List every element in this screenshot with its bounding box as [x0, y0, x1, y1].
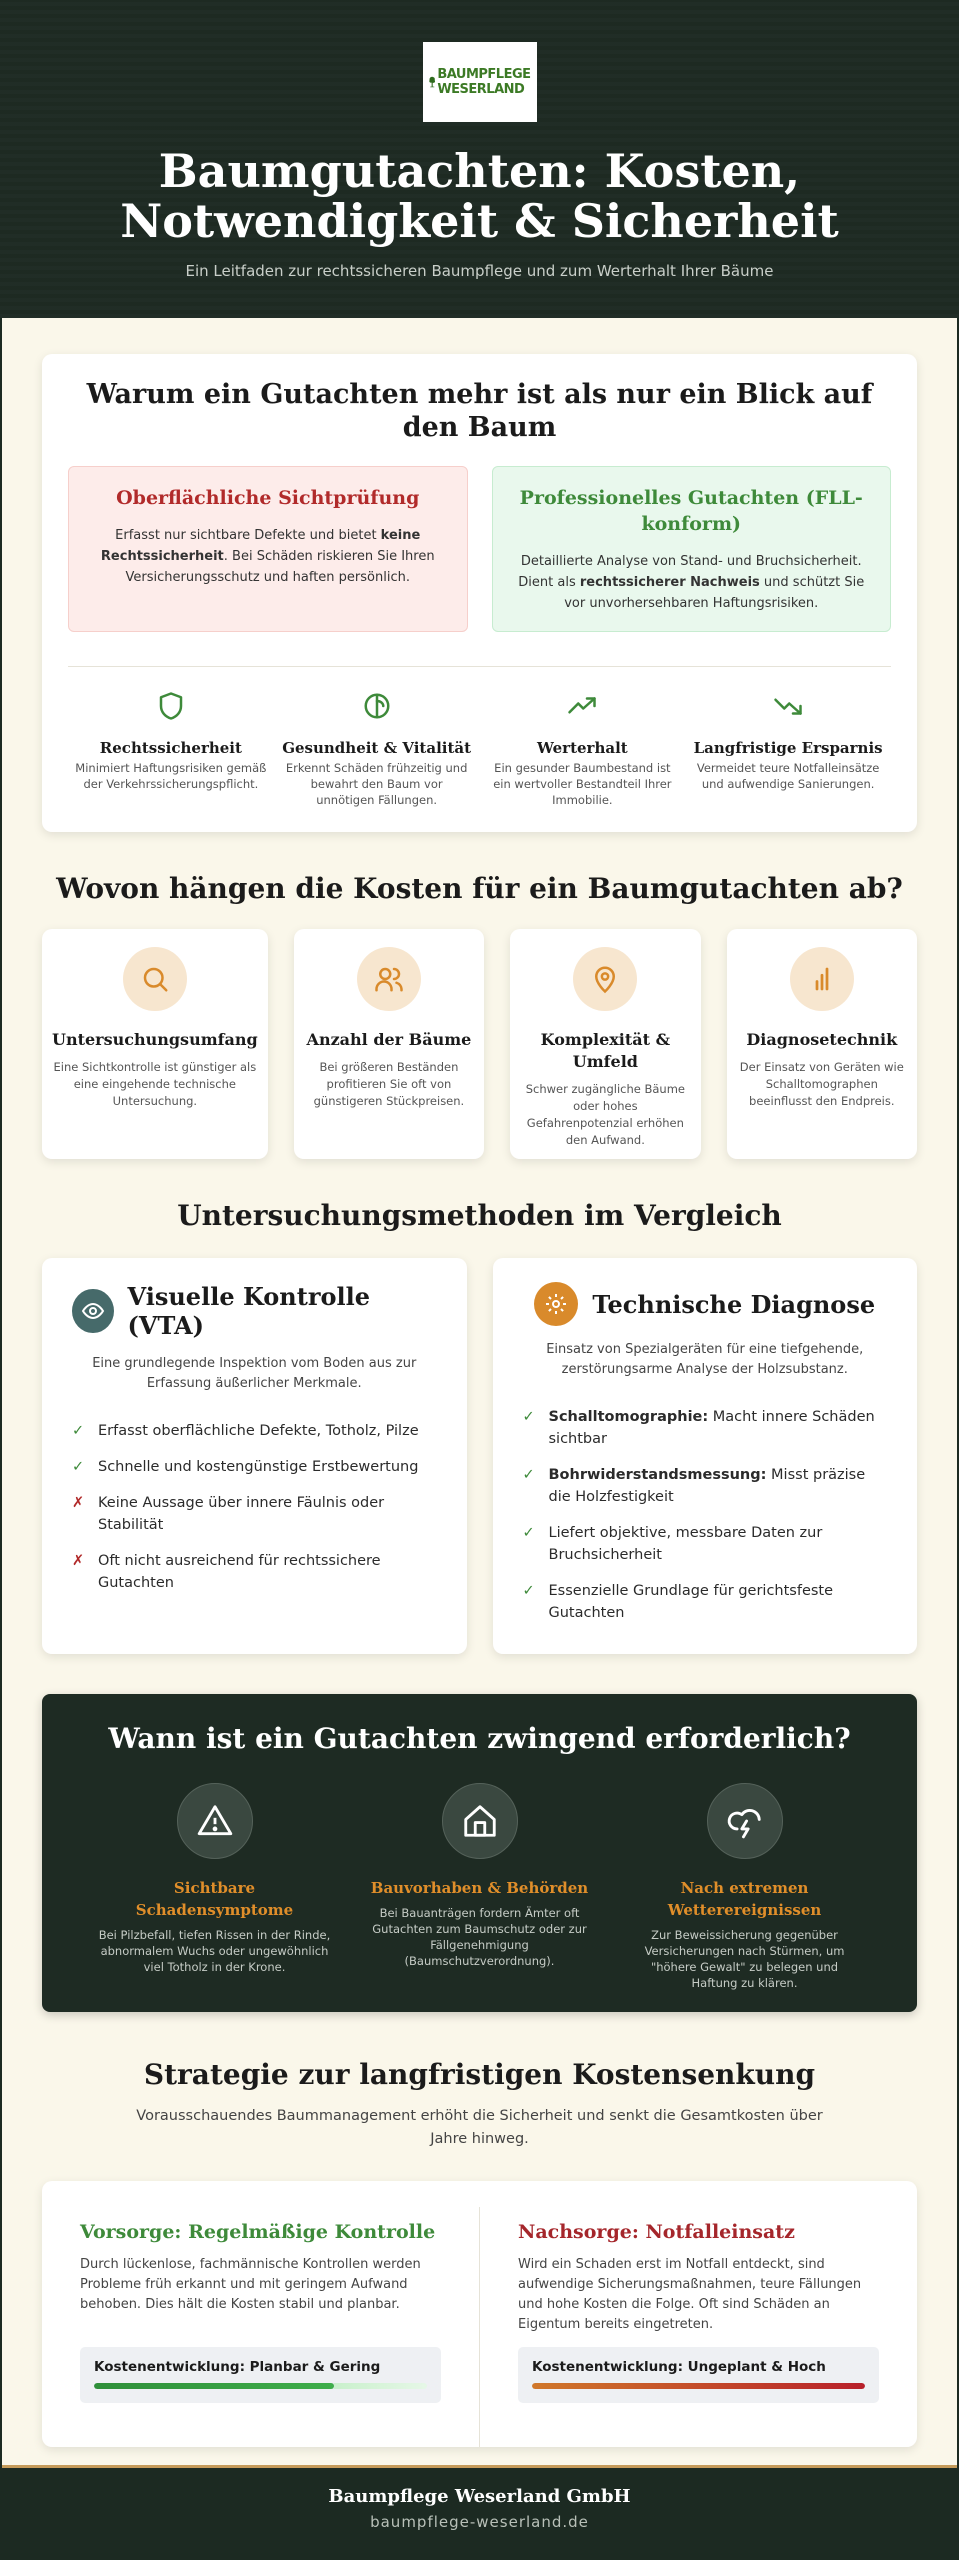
visual-method-desc: Eine grundlegende Inspektion vom Boden aus zur Erfassung äußerlicher Merkmale.	[92, 1356, 417, 1391]
list-item	[72, 1456, 437, 1478]
main-content	[2, 318, 957, 2468]
icon-circle	[534, 1282, 578, 1326]
eye-icon	[81, 1299, 105, 1323]
prevention-text: Durch lückenlose, fachmännische Kontrollen werden Probleme früh erkannt und mit geringem Aufwand behoben. Dies hält die Kosten stabil und planbar.	[80, 2257, 421, 2312]
cross-icon: ✗	[72, 1553, 85, 1569]
page-title-line2: Notwendigkeit & Sicherheit	[120, 194, 839, 248]
shield-icon	[156, 691, 186, 721]
when-required-item	[82, 1783, 347, 1991]
page-subtitle: Ein Leitfaden zur rechtssicheren Baumpflege und zum Werterhalt Ihrer Bäume	[185, 262, 774, 280]
icon-circle	[573, 947, 637, 1011]
page-header	[0, 0, 959, 318]
cost-bar-track	[94, 2383, 427, 2389]
check-icon: ✓	[522, 1583, 535, 1599]
list-item-text: Oft nicht ausreichend für rechtssichere Gutachten	[98, 1553, 381, 1591]
superficial-check-box	[68, 466, 468, 632]
company-logo	[423, 42, 537, 122]
cross-icon: ✗	[72, 1495, 85, 1511]
logo-text-line2: WESERLAND	[437, 82, 525, 97]
methods-title: Untersuchungsmethoden im Vergleich	[177, 1199, 782, 1232]
strategy-title: Strategie zur langfristigen Kostensenkung	[143, 2058, 816, 2091]
cost-bar-fill	[94, 2383, 334, 2389]
cost-factor-card	[294, 929, 484, 1159]
emergency-text: Wird ein Schaden erst im Notfall entdeckt, sind aufwendige Sicherungsmaßnahmen, teure Fällungen und hohe Kosten die Folge. Oft sind Schäden an Eigentum bereits eingetreten.	[518, 2257, 862, 2332]
superficial-text-a: Erfasst nur sichtbare Defekte und bietet	[115, 528, 381, 543]
why-title: Warum ein Gutachten mehr ist als nur ein Blick auf den Baum	[86, 379, 873, 443]
list-item	[523, 1580, 888, 1624]
professional-text-bold: rechtssicherer Nachweis	[579, 575, 760, 590]
cost-bar-fill	[532, 2383, 865, 2389]
list-item-text: Erfasst oberflächliche Defekte, Totholz, Pilze	[98, 1423, 419, 1439]
when-required-item-title: Nach extremen Wetterereignissen	[667, 1879, 822, 1919]
professional-text-a: Detaillierte Analyse von Stand- und Bruchsicherheit. Dient als	[518, 554, 862, 590]
cost-factor-title: Diagnosetechnik	[746, 1030, 898, 1049]
page-title-line1: Baumgutachten: Kosten,	[158, 144, 801, 198]
divider	[68, 666, 891, 667]
visual-method-card	[42, 1258, 467, 1654]
list-item	[72, 1420, 437, 1442]
icon-ring	[177, 1783, 253, 1859]
when-required-item-text: Bei Bauanträgen fordern Ämter oft Gutachten zum Baumschutz oder zur Fällgenehmigung (Baumschutzverordnung).	[372, 1906, 587, 1968]
superficial-check-title: Oberflächliche Sichtprüfung	[116, 487, 420, 509]
professional-report-title: Professionelles Gutachten (FLL-konform)	[519, 487, 863, 535]
cost-factor-card	[510, 929, 700, 1159]
technical-method-list	[523, 1406, 888, 1624]
benefit-text: Erkennt Schäden frühzeitig und bewahrt den Baum vor unnötigen Fällungen.	[285, 761, 468, 807]
visual-method-title: Visuelle Kontrolle (VTA)	[127, 1282, 370, 1340]
check-icon: ✓	[522, 1467, 535, 1483]
list-item	[72, 1550, 437, 1594]
when-required-item-title: Sichtbare Schadensymptome	[135, 1879, 294, 1919]
when-required-item	[612, 1783, 877, 1991]
prevention-cost-label: Kostenentwicklung: Planbar & Gering	[94, 2359, 381, 2375]
list-item-text: Essenzielle Grundlage für gerichtsfeste Gutachten	[548, 1583, 834, 1621]
when-required-item-text: Zur Beweissicherung gegenüber Versicherungen nach Stürmen, um "höhere Gewalt" zu belegen und Haftung zu klären.	[644, 1928, 845, 1990]
technical-method-title: Technische Diagnose	[592, 1289, 876, 1319]
prevention-column	[42, 2207, 479, 2447]
list-item	[523, 1406, 888, 1450]
superficial-check-text	[91, 525, 445, 588]
cost-factor-title: Anzahl der Bäume	[306, 1030, 472, 1049]
footer-company-name: Baumpflege Weserland GmbH	[328, 2486, 631, 2507]
list-item-text: Schnelle und kostengünstige Erstbewertung	[98, 1459, 419, 1475]
warning-icon	[196, 1802, 234, 1840]
icon-circle	[357, 947, 421, 1011]
cost-factor-title: Komplexität & Umfeld	[540, 1030, 671, 1071]
visual-method-list	[72, 1420, 437, 1594]
benefit-item	[480, 691, 686, 808]
trending-down-icon	[773, 691, 803, 721]
cost-factor-text: Eine Sichtkontrolle ist günstiger als eine eingehende technische Untersuchung.	[53, 1060, 257, 1108]
page-footer	[0, 2468, 959, 2555]
list-item	[72, 1492, 437, 1536]
emergency-cost-indicator	[518, 2347, 879, 2403]
cost-factor-text: Der Einsatz von Geräten wie Schalltomographen beeinflusst den Endpreis.	[739, 1060, 904, 1108]
map-pin-icon	[590, 964, 620, 994]
benefit-item	[685, 691, 891, 808]
cost-factors-title: Wovon hängen die Kosten für ein Baumgutachten ab?	[56, 872, 903, 905]
cost-factor-card	[727, 929, 917, 1159]
benefits-row	[68, 691, 891, 808]
why-section	[42, 354, 917, 832]
benefit-title: Langfristige Ersparnis	[693, 739, 883, 757]
list-item	[523, 1522, 888, 1566]
list-item-rest: Macht innere Schäden sichtbar	[548, 1409, 875, 1447]
cost-factor-text: Schwer zugängliche Bäume oder hohes Gefahrenpotenzial erhöhen den Aufwand.	[525, 1082, 685, 1147]
benefit-item	[274, 691, 480, 808]
check-icon: ✓	[522, 1409, 535, 1425]
professional-report-box	[492, 466, 892, 632]
professional-text-c: und schützt Sie vor unvorhersehbaren Haftungsrisiken.	[564, 575, 865, 611]
storm-icon	[726, 1802, 764, 1840]
benefit-text: Ein gesunder Baumbestand ist ein wertvoller Bestandteil Ihrer Immobilie.	[493, 761, 672, 807]
benefit-text: Minimiert Haftungsrisiken gemäß der Verkehrssicherungspflicht.	[75, 761, 267, 791]
cost-factor-title: Untersuchungsumfang	[52, 1030, 258, 1049]
cost-factor-card	[42, 929, 268, 1159]
gear-icon	[544, 1292, 568, 1316]
list-item-text: Keine Aussage über innere Fäulnis oder Stabilität	[98, 1495, 385, 1533]
icon-circle	[790, 947, 854, 1011]
technical-method-header	[523, 1282, 888, 1326]
emergency-title: Nachsorge: Notfalleinsatz	[518, 2221, 795, 2243]
technical-method-desc: Einsatz von Spezialgeräten für eine tiefgehende, zerstörungsarme Analyse der Holzsubstanz.	[546, 1342, 864, 1377]
footer-website-link[interactable]: baumpflege-weserland.de	[370, 2513, 589, 2531]
technical-method-card	[493, 1258, 918, 1654]
when-required-title: Wann ist ein Gutachten zwingend erforderlich?	[108, 1722, 851, 1755]
benefit-title: Werterhalt	[537, 739, 628, 757]
when-required-item-text: Bei Pilzbefall, tiefen Rissen in der Rinde, abnormalem Wuchs oder ungewöhnlich viel Totholz in der Krone.	[98, 1928, 331, 1974]
strategy-subtitle: Vorausschauendes Baummanagement erhöht die Sicherheit und senkt die Gesamtkosten über Jahre hinweg.	[136, 2108, 823, 2147]
check-icon: ✓	[72, 1459, 85, 1475]
cost-factors	[42, 929, 917, 1159]
cost-bar-track	[532, 2383, 865, 2389]
benefit-text: Vermeidet teure Notfalleinsätze und aufwendige Sanierungen.	[696, 761, 880, 791]
superficial-text-bold: keine Rechtssicherheit	[100, 528, 421, 564]
visual-method-header	[72, 1282, 437, 1340]
tree-logo-icon	[429, 46, 436, 118]
cost-factor-text: Bei größeren Beständen profitieren Sie oft von günstigeren Stückpreisen.	[313, 1060, 465, 1108]
icon-circle	[123, 947, 187, 1011]
when-required-item	[347, 1783, 612, 1991]
when-required-section	[42, 1694, 917, 2012]
professional-report-text	[515, 551, 869, 614]
when-required-item-title: Bauvorhaben & Behörden	[370, 1879, 589, 1897]
icon-circle	[72, 1289, 114, 1333]
leaf-icon	[362, 691, 392, 721]
trending-up-icon	[567, 691, 597, 721]
search-icon	[140, 964, 170, 994]
logo-text-line1: BAUMPFLEGE	[437, 67, 531, 82]
page-title	[0, 146, 959, 246]
emergency-cost-label: Kostenentwicklung: Ungeplant & Hoch	[532, 2359, 826, 2375]
prevention-title: Vorsorge: Regelmäßige Kontrolle	[80, 2221, 436, 2243]
comparison-boxes	[68, 466, 891, 632]
when-required-items	[82, 1783, 877, 1991]
superficial-text-c: . Bei Schäden riskieren Sie Ihren Versicherungsschutz und haften persönlich.	[125, 549, 435, 585]
strategy-card	[42, 2181, 917, 2447]
list-item-text: Liefert objektive, messbare Daten zur Bruchsicherheit	[548, 1525, 823, 1563]
list-item-bold: Bohrwiderstandsmessung:	[548, 1467, 767, 1483]
benefit-title: Rechtssicherheit	[99, 739, 242, 757]
list-item-text	[549, 1406, 888, 1450]
emergency-column	[479, 2207, 917, 2447]
methods-comparison	[42, 1258, 917, 1654]
icon-ring	[442, 1783, 518, 1859]
check-icon: ✓	[72, 1423, 85, 1439]
prevention-cost-indicator	[80, 2347, 441, 2403]
benefit-item	[68, 691, 274, 808]
list-item-bold: Schalltomographie:	[548, 1409, 709, 1425]
list-item	[523, 1464, 888, 1508]
icon-ring	[707, 1783, 783, 1859]
list-item-rest: Misst präzise die Holzfestigkeit	[548, 1467, 866, 1505]
bar-chart-icon	[807, 964, 837, 994]
list-item-text	[549, 1464, 888, 1508]
users-icon	[374, 964, 404, 994]
benefit-title: Gesundheit & Vitalität	[282, 739, 472, 757]
check-icon: ✓	[522, 1525, 535, 1541]
home-icon	[461, 1802, 499, 1840]
